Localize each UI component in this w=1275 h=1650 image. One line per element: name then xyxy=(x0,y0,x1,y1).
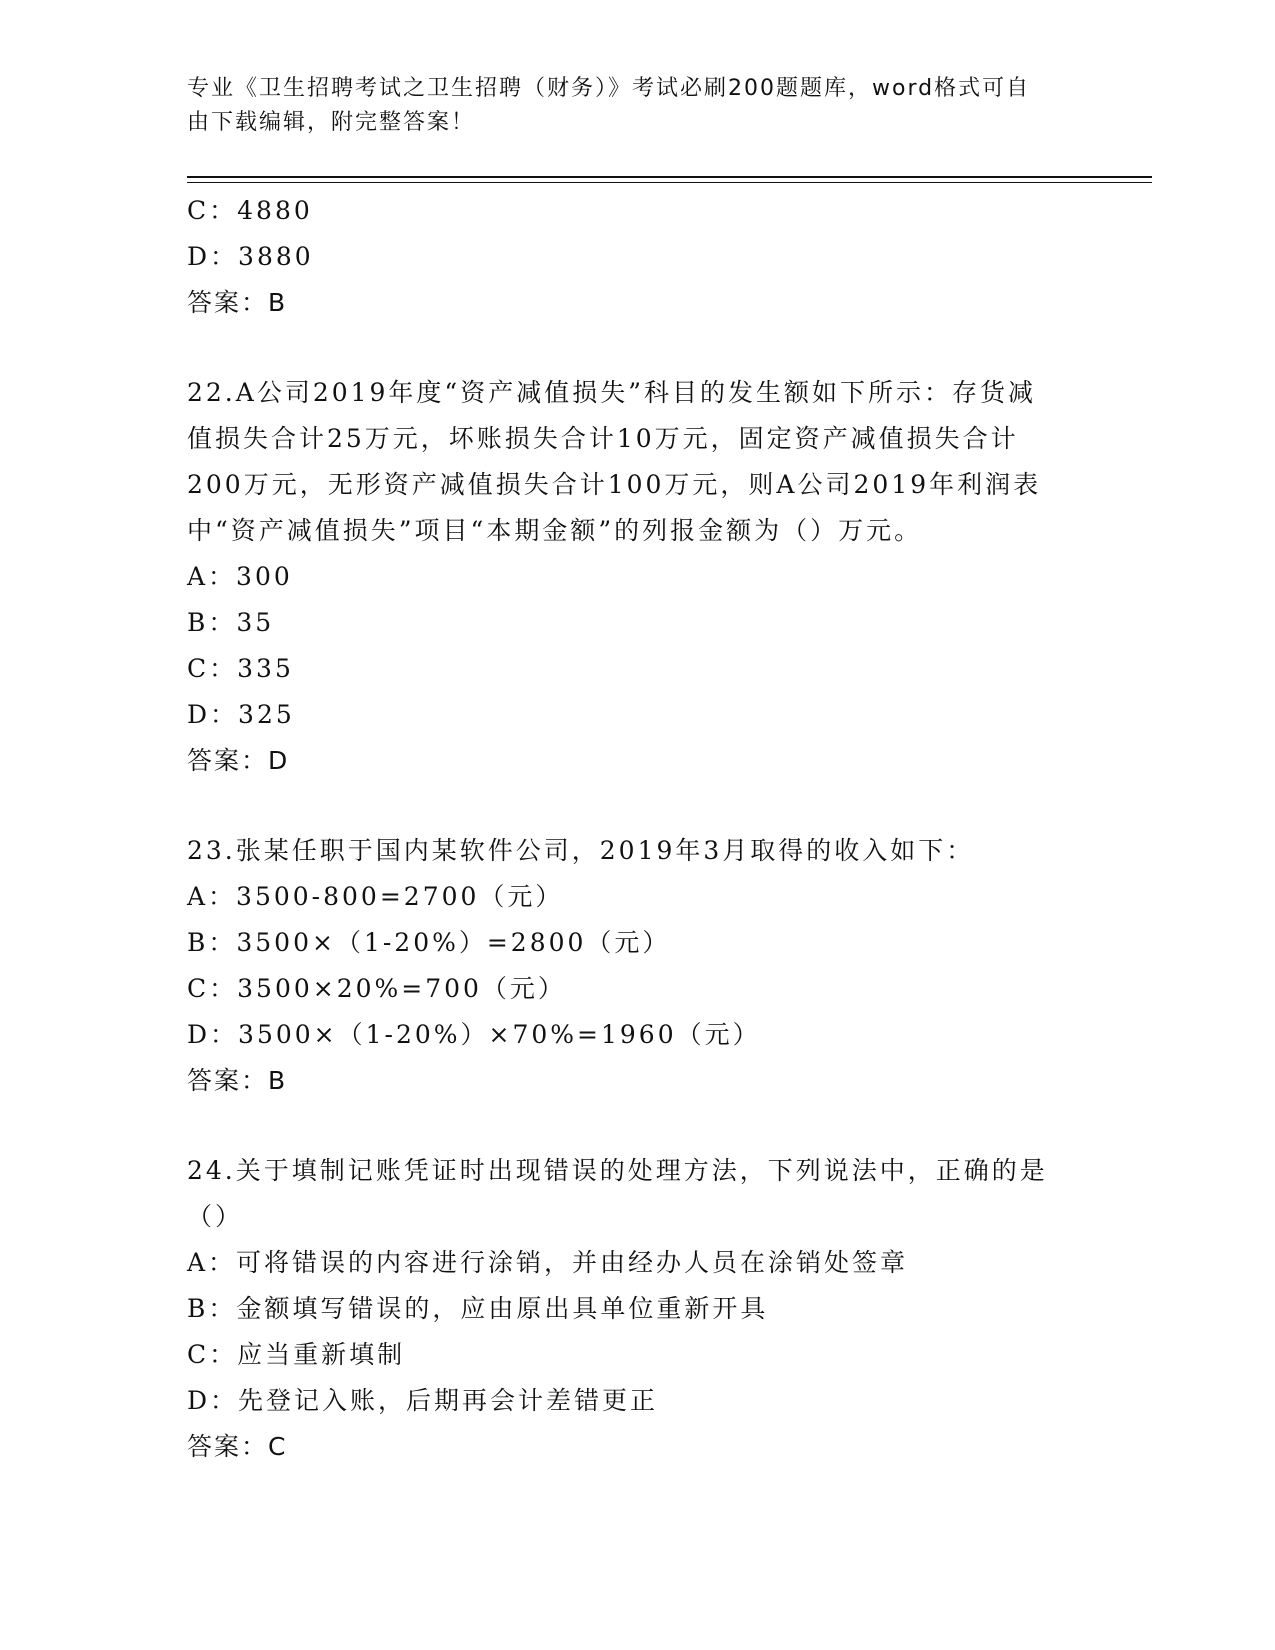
question-22 xyxy=(187,370,1087,784)
spacer xyxy=(187,1104,1087,1148)
option-d: D：3880 xyxy=(187,242,314,271)
option-b: B：3500×（1-20%）=2800（元） xyxy=(187,928,671,957)
answer-line: 答案：D xyxy=(187,746,290,775)
option-d: D：3500×（1-20%）×70%=1960（元） xyxy=(187,1020,761,1049)
stem-line: 200万元，无形资产减值损失合计100万元，则A公司2019年利润表 xyxy=(187,470,1042,499)
stem-line: 中“资产减值损失”项目“本期金额”的列报金额为（）万元。 xyxy=(187,516,923,545)
question-stem xyxy=(187,828,1087,874)
stem-line: 22.A公司2019年度“资产减值损失”科目的发生额如下所示：存货减 xyxy=(187,378,1036,407)
stem-line: 24.关于填制记账凭证时出现错误的处理方法，下列说法中，正确的是 xyxy=(187,1156,1048,1185)
option-b: B：金额填写错误的，应由原出具单位重新开具 xyxy=(187,1294,769,1323)
option-b: B：35 xyxy=(187,608,275,637)
question-21-tail xyxy=(187,188,1087,326)
option-d: D：先登记入账，后期再会计差错更正 xyxy=(187,1386,659,1415)
question-23 xyxy=(187,828,1087,1104)
question-stem xyxy=(187,1148,1087,1240)
option-a: A：300 xyxy=(187,562,293,591)
answer-line: 答案：B xyxy=(187,288,288,317)
header-line-1: 专业《卫生招聘考试之卫生招聘（财务）》考试必刷200题题库，word格式可自 xyxy=(187,76,1031,101)
option-c: C：3500×20%=700（元） xyxy=(187,974,566,1003)
option-c: C：应当重新填制 xyxy=(187,1340,406,1369)
question-24 xyxy=(187,1148,1087,1470)
question-list xyxy=(187,188,1087,1470)
spacer xyxy=(187,784,1087,828)
option-a: A：3500-800=2700（元） xyxy=(187,882,564,911)
option-c: C：4880 xyxy=(187,196,313,225)
option-a: A：可将错误的内容进行涂销，并由经办人员在涂销处签章 xyxy=(187,1248,909,1277)
question-stem xyxy=(187,370,1087,554)
stem-line: 23.张某任职于国内某软件公司，2019年3月取得的收入如下： xyxy=(187,836,975,865)
spacer xyxy=(187,326,1087,370)
header-rule-thin xyxy=(187,182,1152,183)
document-header xyxy=(187,72,1087,140)
stem-line: 值损失合计25万元，坏账损失合计10万元，固定资产减值损失合计 xyxy=(187,424,1019,453)
answer-line: 答案：C xyxy=(187,1432,288,1461)
answer-line: 答案：B xyxy=(187,1066,288,1095)
stem-line: （） xyxy=(187,1202,244,1231)
header-line-2: 由下载编辑，附完整答案！ xyxy=(187,110,476,135)
option-c: C：335 xyxy=(187,654,294,683)
option-d: D：325 xyxy=(187,700,295,729)
header-rule-thick xyxy=(187,176,1152,178)
